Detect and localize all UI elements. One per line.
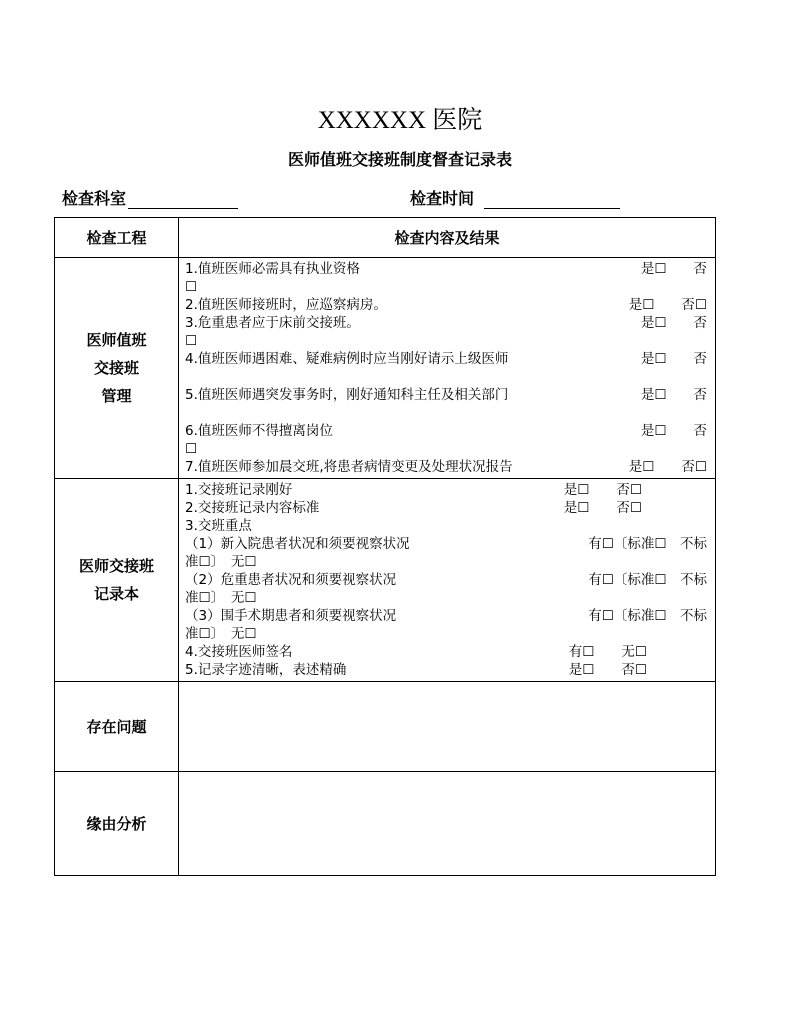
item-options[interactable]: 是☐ 否 [640,387,707,403]
item-text: 1.值班医师必需具有执业资格 [185,261,360,277]
item-text: 5.记录字迹清晰，表述精确 [185,662,347,678]
item-text: （1）新入院患者状况和须要视察状况 [185,536,410,552]
check-item[interactable] [185,661,707,679]
item-spacer [185,404,707,422]
item-text: 3.交班重点 [185,518,252,534]
item-text: （3）围手术期患者和须要视察状况 [185,608,397,624]
check-item[interactable] [185,296,707,314]
check-item[interactable] [185,260,707,278]
section3-content[interactable] [179,682,716,772]
time-input-line[interactable] [484,190,620,209]
item-options[interactable]: 有☐〔标准☐ 不标 [588,536,707,552]
check-item[interactable] [185,607,707,625]
section3-label: 存在问题 [55,682,179,772]
item-options[interactable]: 有☐〔标准☐ 不标 [588,608,707,624]
check-item[interactable] [185,350,707,368]
item-options[interactable]: 是☐ 否 [640,351,707,367]
section2-items [179,479,716,682]
item-text: 1.交接班记录刚好 [185,482,293,498]
item-options[interactable]: 是☐ 否☐ [628,459,707,475]
check-item[interactable] [185,458,707,476]
item-text: 3.危重患者应于床前交接班。 [185,315,360,331]
item-text: 2.值班医师接班时，应巡察病房。 [185,297,387,313]
item-text: 4.交接班医师签名 [185,644,293,660]
check-item[interactable] [185,499,707,517]
item-options[interactable]: 有☐〔标准☐ 不标 [588,572,707,588]
check-item[interactable] [185,571,707,589]
check-item [185,517,707,535]
item-text: 7.值班医师参加晨交班,将患者病情变更及处理状况报告 [185,459,513,475]
check-item[interactable] [185,386,707,404]
item-options[interactable]: 是☐ 否☐ [568,662,647,678]
item-text: （2）危重患者状况和须要视察状况 [185,572,397,588]
section2-label-line: 记录本 [93,585,139,603]
dept-input-line[interactable] [128,190,238,209]
section-handover-record [55,479,716,682]
section-cause-analysis [55,772,716,876]
dept-field [62,186,238,209]
check-item[interactable] [185,535,707,553]
item-options[interactable]: 是☐ 否☐ [628,297,707,313]
item-text: 2.交接班记录内容标准 [185,500,320,516]
item-options[interactable]: 是☐ 否☐ [563,500,642,516]
item-wrap[interactable]: 准☐〕 无☐ [185,626,257,642]
table-header-row [55,218,716,258]
item-options[interactable]: 是☐ 否 [640,423,707,439]
form-title: 医师值班交接班制度督查记录表 [287,150,512,169]
item-options[interactable]: 是☐ 否 [640,315,707,331]
inspection-table [54,217,716,876]
check-item[interactable] [185,314,707,332]
time-label: 检查时间 [410,189,475,208]
header-project: 检查工程 [55,218,179,258]
item-options[interactable]: 是☐ 否☐ [563,482,642,498]
section1-label-line: 交接班 [93,359,139,377]
section4-label: 缘由分析 [55,772,179,876]
hospital-title: XXXXXX 医院 [317,107,483,134]
item-text: 6.值班医师不得擅离岗位 [185,423,333,439]
item-wrap[interactable]: 准☐〕 无☐ [185,590,257,606]
section1-items [179,258,716,479]
section-problems [55,682,716,772]
section4-content[interactable] [179,772,716,876]
check-item[interactable] [185,481,707,499]
section1-label-line: 管理 [101,387,132,405]
item-wrap[interactable]: ☐ [185,279,198,295]
header-content: 检查内容及结果 [179,218,716,258]
item-spacer [185,368,707,386]
check-item[interactable] [185,643,707,661]
item-wrap[interactable]: 准☐〕 无☐ [185,554,257,570]
item-options[interactable]: 是☐ 否 [640,261,707,277]
section-duty-handover [55,258,716,479]
dept-label: 检查科室 [62,189,127,208]
item-text: 4.值班医师遇困难、疑难病例时应当刚好请示上级医师 [185,351,509,367]
section2-label [55,479,179,682]
section1-label [55,258,179,479]
check-item[interactable] [185,422,707,440]
item-text: 5.值班医师遇突发事务时，刚好通知科主任及相关部门 [185,387,509,403]
item-options[interactable]: 有☐ 无☐ [568,644,647,660]
section2-label-line: 医师交接班 [78,557,154,575]
section1-label-line: 医师值班 [86,331,147,349]
time-field [410,186,620,209]
item-wrap[interactable]: ☐ [185,333,198,349]
item-wrap[interactable]: ☐ [185,441,198,457]
